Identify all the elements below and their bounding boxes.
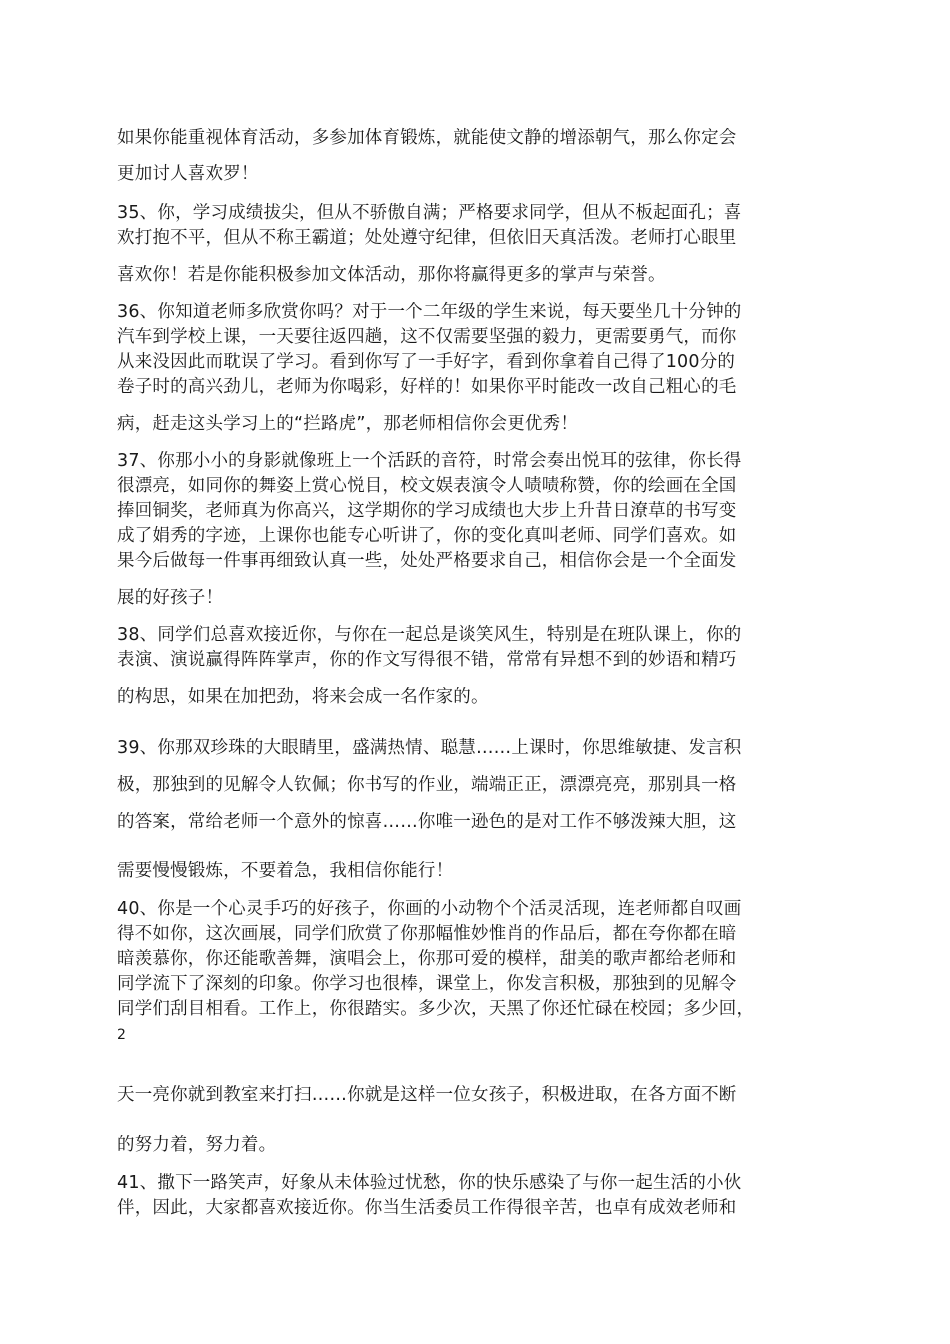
text-line: 35、你，学习成绩拔尖，但从不骄傲自满；严格要求同学，但从不板起面孔；喜 (117, 203, 742, 223)
text-line: 的构思，如果在加把劲，将来会成一名作家的。 (117, 687, 489, 707)
text-line: 如果你能重视体育活动，多参加体育锻炼，就能使文静的增添朝气，那么你定会 (117, 128, 737, 148)
text-line: 卷子时的高兴劲儿，老师为你喝彩，好样的！如果你平时能改一改自己粗心的毛 (117, 377, 737, 397)
text-line: 同学流下了深刻的印象。你学习也很棒，课堂上，你发言积极，那独到的见解令 (117, 974, 737, 994)
page-number: 2 (117, 1027, 126, 1043)
text-line: 暗羡慕你，你还能歌善舞，演唱会上，你那可爱的模样，甜美的歌声都给老师和 (117, 949, 737, 969)
text-line: 39、你那双珍珠的大眼睛里，盛满热情、聪慧……上课时，你思维敏捷、发言积 (117, 738, 742, 758)
text-line: 汽车到学校上课，一天要往返四趟，这不仅需要坚强的毅力，更需要勇气，而你 (117, 327, 737, 347)
text-line: 的努力着，努力着。 (117, 1135, 277, 1155)
text-line: 成了娟秀的字迹，上课你也能专心听讲了，你的变化真叫老师、同学们喜欢。如 (117, 526, 737, 546)
text-line: 40、你是一个心灵手巧的好孩子，你画的小动物个个活灵活现，连老师都自叹画 (117, 899, 742, 919)
text-line: 的答案，常给老师一个意外的惊喜……你唯一逊色的是对工作不够泼辣大胆，这 (117, 812, 737, 832)
text-line: 展的好孩子！ (117, 588, 224, 608)
text-line: 表演、演说赢得阵阵掌声，你的作文写得很不错，常常有异想不到的妙语和精巧 (117, 650, 737, 670)
text-line: 41、撒下一路笑声，好象从未体验过忧愁，你的快乐感染了与你一起生活的小伙 (117, 1173, 742, 1193)
text-line: 病，赶走这头学习上的“拦路虎”，那老师相信你会更优秀！ (117, 414, 579, 434)
text-line: 果今后做每一件事再细致认真一些，处处严格要求自己，相信你会是一个全面发 (117, 551, 737, 571)
text-line: 喜欢你！若是你能积极参加文体活动，那你将赢得更多的掌声与荣誉。 (117, 265, 666, 285)
text-line: 38、同学们总喜欢接近你，与你在一起总是谈笑风生，特别是在班队课上，你的 (117, 625, 742, 645)
text-line: 捧回铜奖，老师真为你高兴，这学期你的学习成绩也大步上升昔日潦草的书写变 (117, 501, 737, 521)
text-line: 36、你知道老师多欣赏你吗？对于一个二年级的学生来说，每天要坐几十分钟的 (117, 302, 742, 322)
text-line: 欢打抱不平，但从不称王霸道；处处遵守纪律，但依旧天真活泼。老师打心眼里 (117, 228, 737, 248)
text-line: 天一亮你就到教室来打扫……你就是这样一位女孩子，积极进取，在各方面不断 (117, 1085, 737, 1105)
text-line: 极，那独到的见解令人钦佩；你书写的作业，端端正正，漂漂亮亮，那别具一格 (117, 775, 737, 795)
text-line: 需要慢慢锻炼，不要着急，我相信你能行！ (117, 861, 454, 881)
text-line: 同学们刮目相看。工作上，你很踏实。多少次，天黑了你还忙碌在校园；多少回， (117, 999, 755, 1019)
text-line: 得不如你，这次画展，同学们欣赏了你那幅惟妙惟肖的作品后，都在夸你都在暗 (117, 924, 737, 944)
text-line: 伴，因此，大家都喜欢接近你。你当生活委员工作得很辛苦，也卓有成效老师和 (117, 1198, 737, 1218)
text-line: 37、你那小小的身影就像班上一个活跃的音符，时常会奏出悦耳的弦律，你长得 (117, 451, 742, 471)
text-line: 很漂亮，如同你的舞姿上赏心悦目，校文娱表演令人啧啧称赞，你的绘画在全国 (117, 476, 737, 496)
text-line: 从来没因此而耽误了学习。看到你写了一手好字，看到你拿着自己得了100分的 (117, 352, 736, 372)
text-line: 更加讨人喜欢罗！ (117, 164, 259, 184)
